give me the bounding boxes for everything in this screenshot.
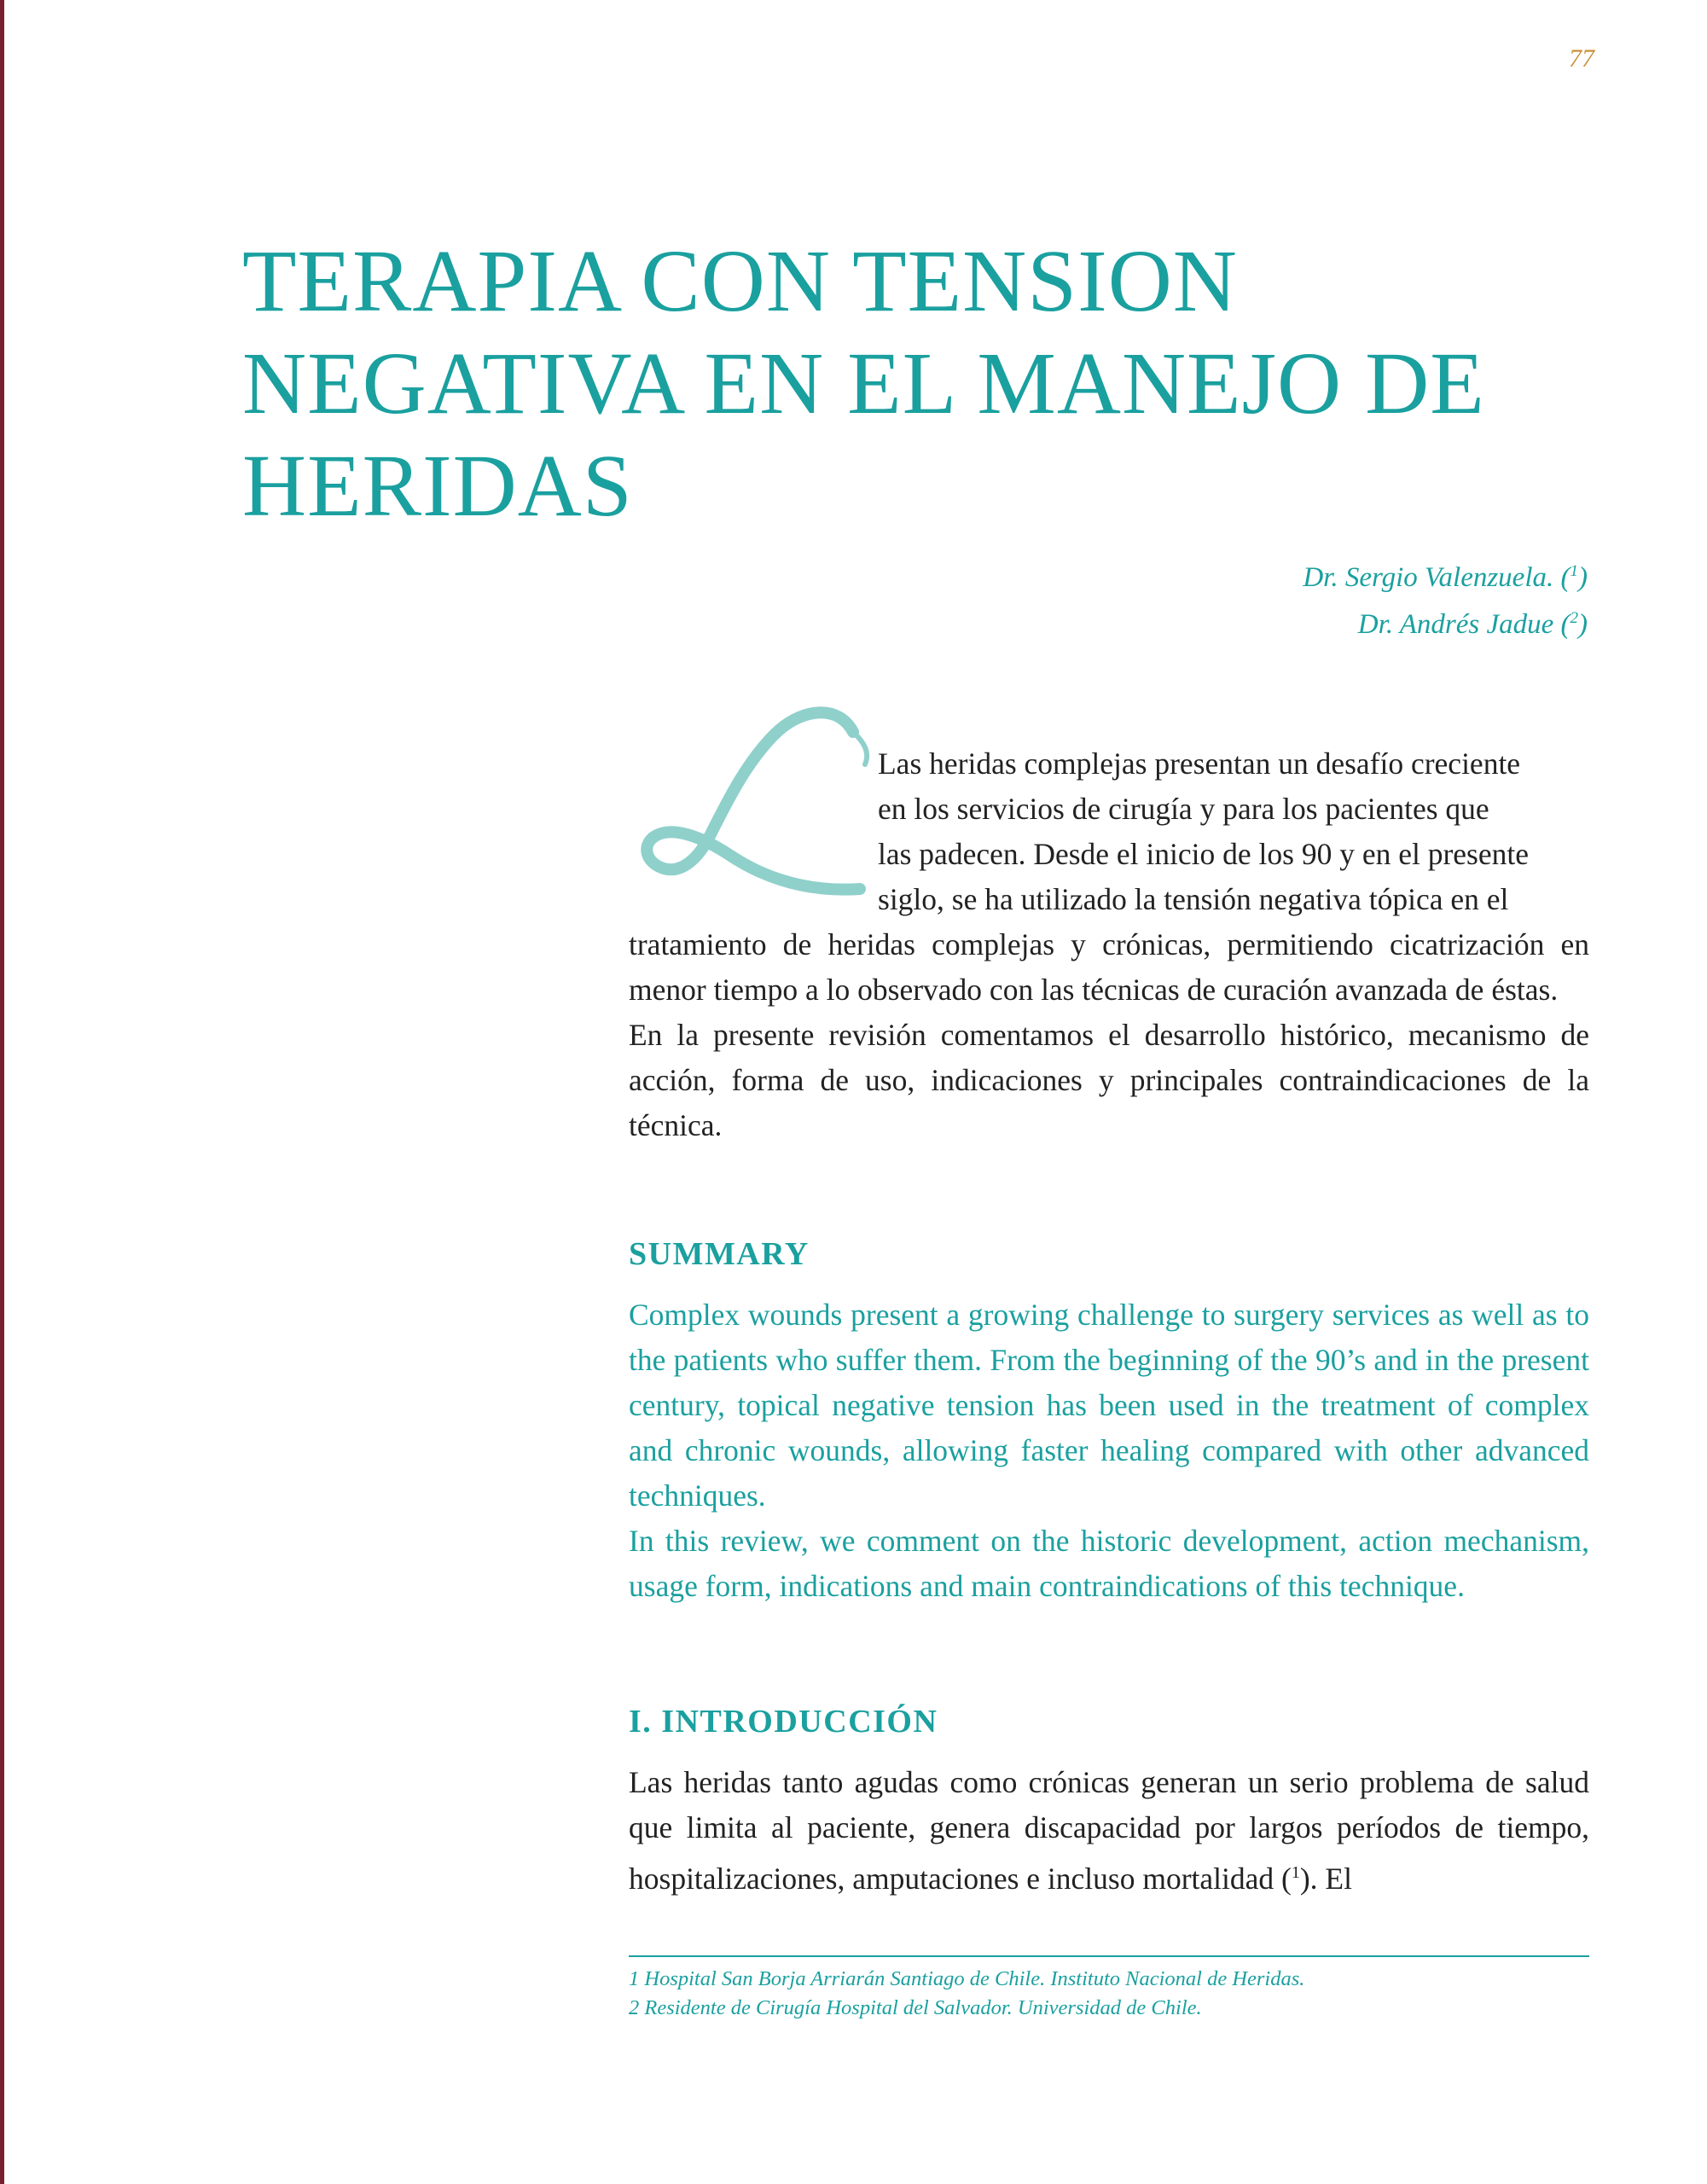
- summary-paragraph: Complex wounds present a growing challenge to surgery services as well as to the patients who suffer them. From the beginning of the 90’s and in the present century, topical negative tension has been used in the treatment of complex and chronic wounds, allowing faster healing compared with other advanced techniques.: [629, 1298, 1589, 1513]
- title-line: TERAPIA CON TENSION: [242, 232, 1238, 330]
- introduction-heading: I. INTRODUCCIÓN: [629, 1704, 938, 1740]
- summary-paragraph: In this review, we comment on the historic development, action mechanism, usage form, indications and main contraindications of this technique.: [629, 1524, 1589, 1603]
- page-edge-bar: [0, 0, 4, 2184]
- abstract-paragraph: Las heridas complejas presentan un desafío creciente en los servicios de cirugía y para los pacientes que las padecen. Desde el inicio de los 90 y en el presente siglo, se ha utilizado la tensión negativa tópica en el tratamiento de heridas complejas y crónicas, permitiendo cicatrización en menor tiempo a lo observado con las técnicas de curación avanzada de éstas.: [629, 746, 1589, 1007]
- citation-ref: 1: [1291, 1863, 1300, 1882]
- author-ref: 1: [1570, 562, 1578, 580]
- page-number: 77: [1569, 44, 1594, 73]
- abstract-es: [629, 741, 1589, 1148]
- footnote: 1 Hospital San Borja Arriarán Santiago de Chile. Instituto Nacional de Heridas.: [629, 1967, 1305, 1990]
- title-line: HERIDAS: [242, 437, 633, 535]
- footnote: 2 Residente de Cirugía Hospital del Salvador. Universidad de Chile.: [629, 1996, 1202, 2019]
- abstract-paragraph: En la presente revisión comentamos el desarrollo histórico, mecanismo de acción, forma de uso, indicaciones y principales contraindicaciones de la técnica.: [629, 1018, 1589, 1142]
- author: Dr. Andrés Jadue ($^2$): [1357, 609, 1588, 640]
- introduction-paragraph: Las heridas tanto agudas como crónicas generan un serio problema de salud que limita al paciente, genera discapacidad por largos períodos de tiempo, hospitalizaciones, amputaciones e incluso mortalidad ($^1$). El: [629, 1765, 1589, 1896]
- author: Dr. Sergio Valenzuela. ($^1$): [1303, 562, 1588, 593]
- summary-heading: SUMMARY: [629, 1236, 810, 1272]
- footnotes: [629, 1965, 1589, 2023]
- article-title: [242, 230, 1607, 537]
- author-ref: 2: [1570, 609, 1578, 627]
- introduction-body: [629, 1760, 1589, 1902]
- title-line: NEGATIVA EN EL MANEJO DE: [242, 334, 1485, 433]
- footnote-divider: [629, 1955, 1589, 1957]
- author-list: [1303, 551, 1588, 645]
- summary-en: [629, 1292, 1589, 1609]
